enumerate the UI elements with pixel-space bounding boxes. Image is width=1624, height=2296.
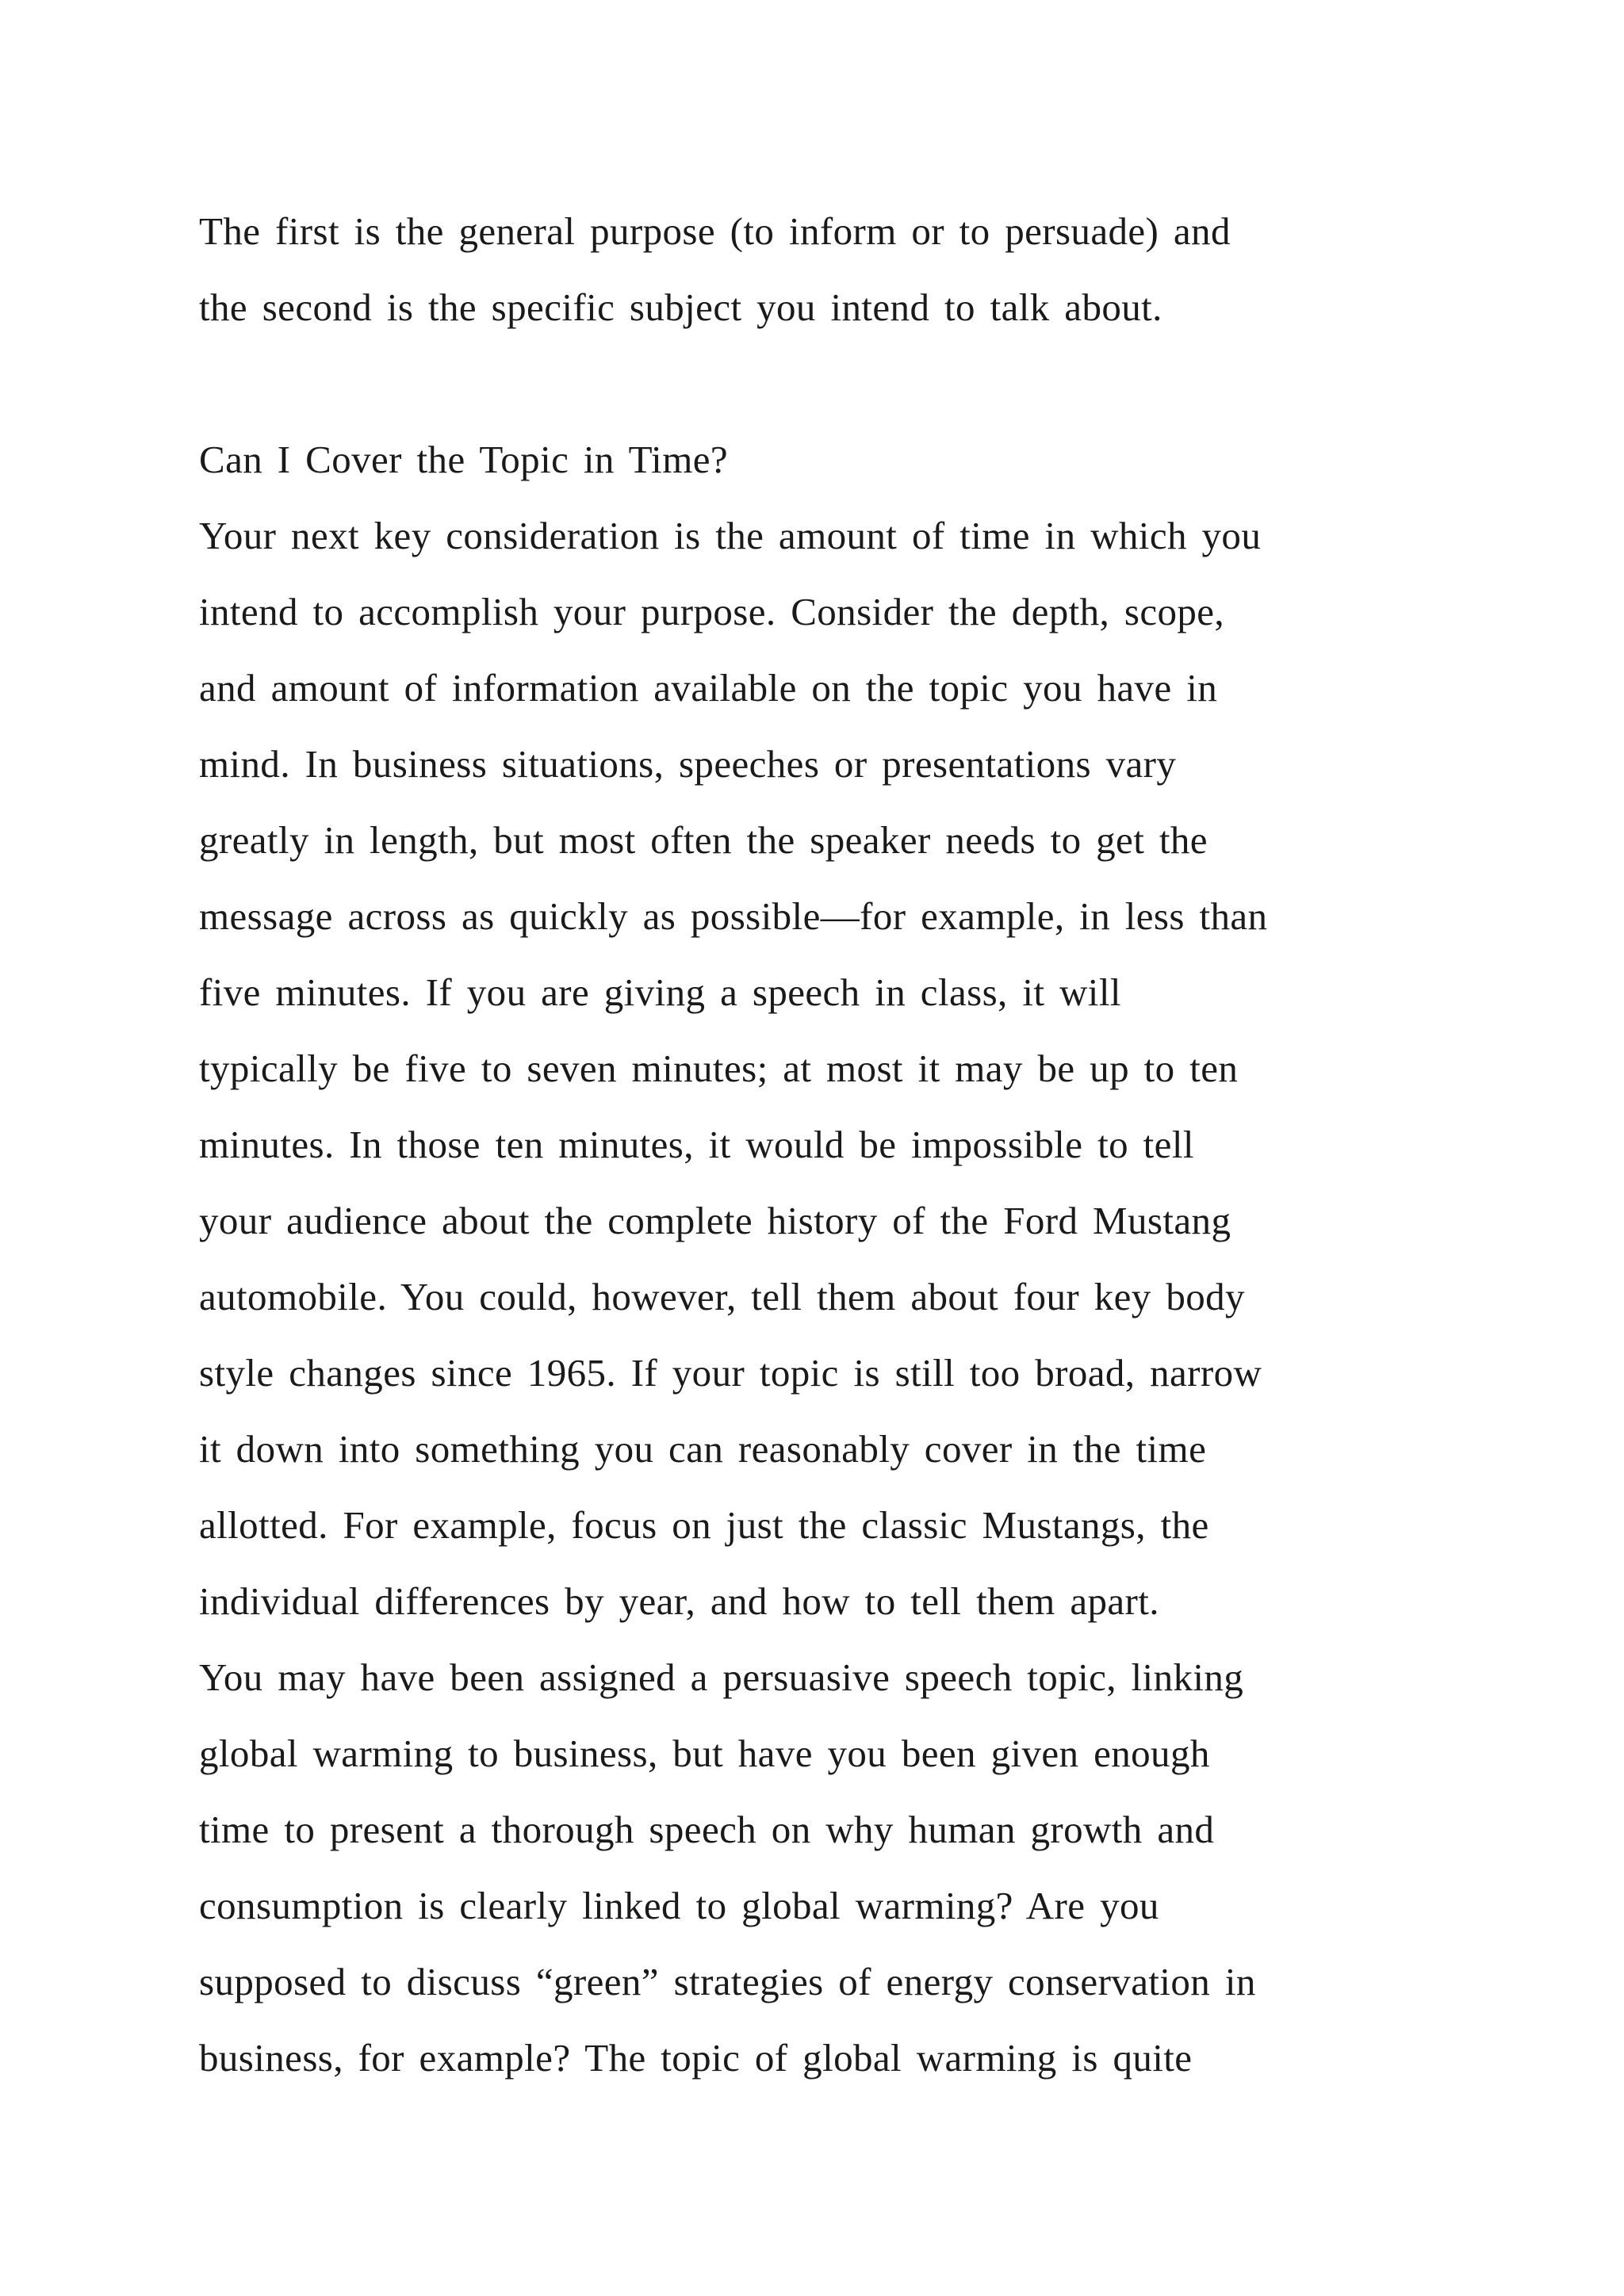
- section-heading: Can I Cover the Topic in Time?: [199, 438, 729, 481]
- body-line: individual differences by year, and how to tell them apart.: [199, 1579, 1159, 1623]
- body-line: consumption is clearly linked to global warming? Are you: [199, 1884, 1159, 1927]
- body-line: it down into something you can reasonably cover in the time: [199, 1427, 1207, 1471]
- body-line: Your next key consideration is the amount of time in which you: [199, 514, 1262, 557]
- text-block: [199, 193, 1436, 2096]
- body-line: mind. In business situations, speeches or presentations vary: [199, 742, 1177, 786]
- body-line: intend to accomplish your purpose. Consider the depth, scope,: [199, 590, 1225, 633]
- body-line: five minutes. If you are giving a speech in class, it will: [199, 970, 1121, 1014]
- body-line: greatly in length, but most often the speaker needs to get the: [199, 818, 1208, 862]
- body-line: automobile. You could, however, tell them about four key body: [199, 1275, 1245, 1318]
- intro-line: the second is the specific subject you intend to talk about.: [199, 285, 1162, 329]
- body-line: time to present a thorough speech on why human growth and: [199, 1808, 1215, 1851]
- body-line: your audience about the complete history of the Ford Mustang: [199, 1199, 1231, 1242]
- body-line: You may have been assigned a persuasive speech topic, linking: [199, 1655, 1244, 1699]
- body-line: and amount of information available on the topic you have in: [199, 666, 1218, 710]
- body-line: business, for example? The topic of global warming is quite: [199, 2036, 1193, 2080]
- body-line: supposed to discuss “green” strategies of energy conservation in: [199, 1960, 1256, 2003]
- body-line: typically be five to seven minutes; at most it may be up to ten: [199, 1047, 1239, 1090]
- body-line: allotted. For example, focus on just the classic Mustangs, the: [199, 1503, 1209, 1547]
- body-line: style changes since 1965. If your topic is still too broad, narrow: [199, 1351, 1262, 1395]
- body-line: global warming to business, but have you been given enough: [199, 1732, 1210, 1775]
- body-line: minutes. In those ten minutes, it would be impossible to tell: [199, 1123, 1194, 1166]
- paragraph-gap: [199, 346, 1436, 422]
- intro-line: The first is the general purpose (to inform or to persuade) and: [199, 209, 1231, 253]
- body-line: message across as quickly as possible—for example, in less than: [199, 894, 1268, 938]
